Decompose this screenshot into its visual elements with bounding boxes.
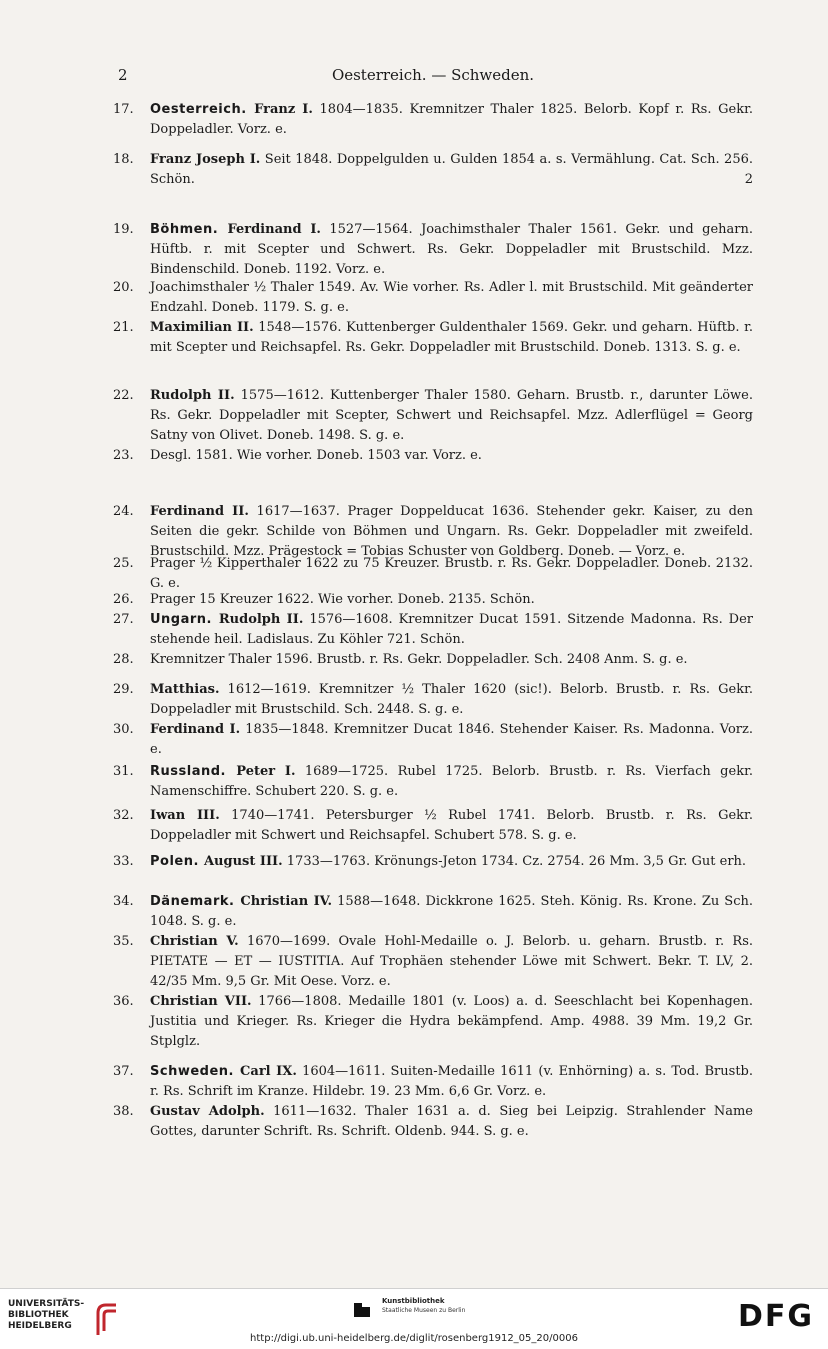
lot-text: 1548—1576. Kuttenberger Guldenthaler 1569. Gekr. und geharn. Hüftb. r. mit Scepter und Reichsapfel. Rs. Gekr. Doppeladler mit Brustschild. Doneb. 1313. S. g. e.: [150, 320, 753, 355]
dfg-logo[interactable]: DFG: [737, 1299, 814, 1334]
lot-number: 18.: [113, 152, 134, 167]
lot-number: 28.: [113, 652, 134, 667]
lot-description: [150, 610, 753, 650]
lot-number: 29.: [113, 682, 134, 697]
uni-logo-line3: HEIDELBERG: [8, 1321, 72, 1331]
page-header: [118, 66, 748, 88]
lot-text: 1733—1763. Krönungs-Jeton 1734. Cz. 2754. 26 Mm. 3,5 Gr. Gut erh.: [282, 854, 747, 869]
page-number: 2: [118, 66, 128, 84]
uni-logo-line2: BIBLIOTHEK: [8, 1310, 69, 1320]
lot-description: [150, 278, 753, 318]
lot-entry: [113, 1102, 753, 1142]
lot-entry: [113, 806, 753, 846]
ruler-name: Matthias.: [150, 682, 220, 697]
kb-subtitle: Staatliche Museen zu Berlin: [382, 1307, 466, 1314]
lot-description: [150, 1062, 753, 1102]
ruler-name: Christian VII.: [150, 994, 252, 1009]
ruler-name: Rudolph II.: [218, 612, 304, 627]
kb-name: Kunstbibliothek: [382, 1297, 445, 1305]
lot-description: [150, 806, 753, 846]
lot-entry: [113, 610, 753, 650]
lot-text: 1604—1611. Suiten-Medaille 1611 (v. Enhörning) a. s. Tod. Brustb. r. Rs. Schrift im Kranze. Hildebr. 19. 23 Mm. 6,6 Gr. Vorz. e.: [150, 1064, 753, 1099]
permalink-url[interactable]: http://digi.ub.uni-heidelberg.de/diglit/rosenberg1912_05_20/0006: [250, 1333, 578, 1344]
lot-entry: [113, 762, 753, 802]
lot-text: Kremnitzer Thaler 1596. Brustb. r. Rs. Gekr. Doppeladler. Sch. 2408 Anm. S. g. e.: [150, 652, 688, 667]
lot-text: Prager 15 Kreuzer 1622. Wie vorher. Doneb. 2135. Schön.: [150, 592, 535, 607]
lot-entry: [113, 554, 753, 594]
lot-number: 22.: [113, 388, 134, 403]
lot-entry: [113, 892, 753, 932]
lot-entry: [113, 932, 753, 992]
lot-number: 26.: [113, 592, 134, 607]
country-heading: Schweden.: [150, 1064, 241, 1079]
lot-text: 1740—1741. Petersburger ½ Rubel 1741. Belorb. Brustb. r. Rs. Gekr. Doppeladler mit Schwert und Reichsapfel. Schubert 578. S. g. e.: [150, 808, 753, 843]
lot-entry: [113, 446, 753, 466]
lot-entry: [113, 680, 753, 720]
lot-text: Desgl. 1581. Wie vorher. Doneb. 1503 var. Vorz. e.: [150, 448, 482, 463]
lot-number: 30.: [113, 722, 134, 737]
lot-entry: [113, 100, 753, 140]
lot-entry: [113, 318, 753, 358]
lot-description: [150, 892, 753, 932]
lot-description: [150, 932, 753, 992]
lot-number: 32.: [113, 808, 134, 823]
lot-number: 38.: [113, 1104, 134, 1119]
ruler-name: Ferdinand I.: [227, 222, 321, 237]
heidelberg-mark-icon: [90, 1301, 120, 1337]
country-heading: Dänemark.: [150, 894, 241, 909]
lot-description: [150, 220, 753, 280]
lot-number: 17.: [113, 102, 134, 117]
lot-description: [150, 762, 753, 802]
lot-number: 35.: [113, 934, 134, 949]
lot-entry: [113, 220, 753, 280]
lot-number: 23.: [113, 448, 134, 463]
lot-description: [150, 554, 753, 594]
lot-text: 1670—1699. Ovale Hohl-Medaille o. J. Belorb. u. geharn. Brustb. r. Rs. PIETATE — ET — IUSTITIA. Auf Trophäen stehender Löwe mit Schwert. Bekr. T. LV, 2. 42/35 Mm. 9,5 Gr. Mit Oese. Vorz. e.: [150, 934, 754, 989]
lot-entry: [113, 650, 753, 670]
kunstbibliothek-logo[interactable]: [352, 1297, 512, 1327]
lot-description: [150, 386, 753, 446]
lot-entry: [113, 150, 753, 190]
lot-entry: [113, 852, 753, 872]
lot-number: 33.: [113, 854, 134, 869]
ruler-name: Carl IX.: [240, 1064, 297, 1079]
running-title: Oesterreich. — Schweden.: [331, 66, 535, 84]
lot-number: 24.: [113, 504, 134, 519]
lot-number: 21.: [113, 320, 134, 335]
lot-description: [150, 720, 753, 760]
lot-number: 31.: [113, 764, 134, 779]
footer-bar: [0, 1288, 828, 1349]
lot-description: [150, 680, 753, 720]
lot-text: 1527—1564. Joachimsthaler Thaler 1561. Gekr. und geharn. Hüftb. r. mit Scepter und Schwert. Rs. Gekr. Doppeladler mit Brustschild. Mzz. Bindenschild. Doneb. 1192. Vorz. e.: [150, 222, 753, 277]
ruler-name: Franz Joseph I.: [150, 152, 261, 167]
ruler-name: Peter I.: [236, 764, 296, 779]
lot-description: [150, 318, 753, 358]
lot-text: 1835—1848. Kremnitzer Ducat 1846. Stehender Kaiser. Rs. Madonna. Vorz. e.: [150, 722, 753, 757]
lot-text: Seit 1848. Doppelgulden u. Gulden 1854 a. s. Vermählung. Cat. Sch. 256. Schön.: [150, 152, 753, 187]
lot-description: [150, 852, 753, 872]
country-heading: Russland.: [150, 764, 237, 779]
lot-description: [150, 1102, 753, 1142]
lot-text: 1804—1835. Kremnitzer Thaler 1825. Belorb. Kopf r. Rs. Gekr. Doppeladler. Vorz. e.: [150, 102, 753, 137]
lot-text: 1611—1632. Thaler 1631 a. d. Sieg bei Leipzig. Strahlender Name Gottes, darunter Schrift. Rs. Schrift. Oldenb. 944. S. g. e.: [150, 1104, 753, 1139]
lot-number: 37.: [113, 1064, 134, 1079]
lot-description: [150, 590, 753, 610]
country-heading: Böhmen.: [150, 222, 228, 237]
lot-number: 27.: [113, 612, 134, 627]
lot-text: 1575—1612. Kuttenberger Thaler 1580. Geharn. Brustb. r., darunter Löwe. Rs. Gekr. Doppeladler mit Scepter, Schwert und Reichsapfel. Mzz. Adlerflügel = Georg Satny von Olivet. Doneb. 1498. S. g. e.: [150, 388, 753, 443]
lot-entry: [113, 386, 753, 446]
lot-entry: [113, 278, 753, 318]
ruler-name: August III.: [203, 854, 283, 869]
country-heading: Oesterreich.: [150, 102, 255, 117]
ruler-name: Christian IV.: [240, 894, 333, 909]
lot-number: 34.: [113, 894, 134, 909]
lot-number: 19.: [113, 222, 134, 237]
ruler-name: Gustav Adolph.: [150, 1104, 265, 1119]
lot-description: [150, 100, 753, 140]
lot-entry: [113, 590, 753, 610]
country-heading: Polen.: [150, 854, 204, 869]
lot-text: 1576—1608. Kremnitzer Ducat 1591. Sitzende Madonna. Rs. Der stehende heil. Ladislaus. Zu Köhler 721. Schön.: [150, 612, 753, 647]
lot-text: Prager ½ Kipperthaler 1622 zu 75 Kreuzer. Brustb. r. Rs. Gekr. Doppeladler. Doneb. 2132. G. e.: [150, 556, 753, 591]
lot-description: [150, 446, 753, 466]
ruler-name: Christian V.: [150, 934, 239, 949]
lot-text: Joachimsthaler ½ Thaler 1549. Av. Wie vorher. Rs. Adler l. mit Brustschild. Mit geänderter Endzahl. Doneb. 1179. S. g. e.: [150, 280, 753, 315]
lot-number: 25.: [113, 556, 134, 571]
lot-description: [150, 992, 753, 1052]
lot-text: 1612—1619. Kremnitzer ½ Thaler 1620 (sic!). Belorb. Brustb. r. Rs. Gekr. Doppeladler mit Brustschild. Sch. 2448. S. g. e.: [150, 682, 753, 717]
lot-text: 1766—1808. Medaille 1801 (v. Loos) a. d. Seeschlacht bei Kopenhagen. Justitia und Krieger. Rs. Krieger die Hydra bekämpfend. Amp. 4988. 39 Mm. 19,2 Gr. Stplglz.: [150, 994, 753, 1049]
lot-description: [150, 650, 753, 670]
lot-count: 2: [744, 172, 753, 187]
ruler-name: Ferdinand II.: [150, 504, 249, 519]
lot-number: 36.: [113, 994, 134, 1009]
lot-entry: [113, 502, 753, 562]
lot-description: [150, 150, 753, 190]
ruler-name: Iwan III.: [150, 808, 220, 823]
lot-text: 1588—1648. Dickkrone 1625. Steh. König. Rs. Krone. Zu Sch. 1048. S. g. e.: [150, 894, 754, 929]
country-heading: Ungarn.: [150, 612, 219, 627]
uni-logo-line1: UNIVERSITÄTS-: [8, 1299, 85, 1309]
ruler-name: Maximilian II.: [150, 320, 254, 335]
ruler-name: Rudolph II.: [150, 388, 235, 403]
kunstbibliothek-icon: [352, 1299, 372, 1319]
lot-description: [150, 502, 753, 562]
lot-number: 20.: [113, 280, 134, 295]
lot-entry: [113, 720, 753, 760]
lot-text: 1617—1637. Prager Doppelducat 1636. Stehender gekr. Kaiser, zu den Seiten die gekr. Schilde von Böhmen und Ungarn. Rs. Gekr. Doppeladler mit zweifeld. Brustschild. Mzz. Prägestock = Tobias Schuster von Goldberg. Doneb. — Vorz. e.: [150, 504, 753, 559]
lot-entry: [113, 1062, 753, 1102]
lot-text: 1689—1725. Rubel 1725. Belorb. Brustb. r. Rs. Vierfach gekr. Namenschiffre. Schubert 220. S. g. e.: [150, 764, 753, 799]
ruler-name: Ferdinand I.: [150, 722, 241, 737]
lot-entry: [113, 992, 753, 1052]
ruler-name: Franz I.: [254, 102, 313, 117]
